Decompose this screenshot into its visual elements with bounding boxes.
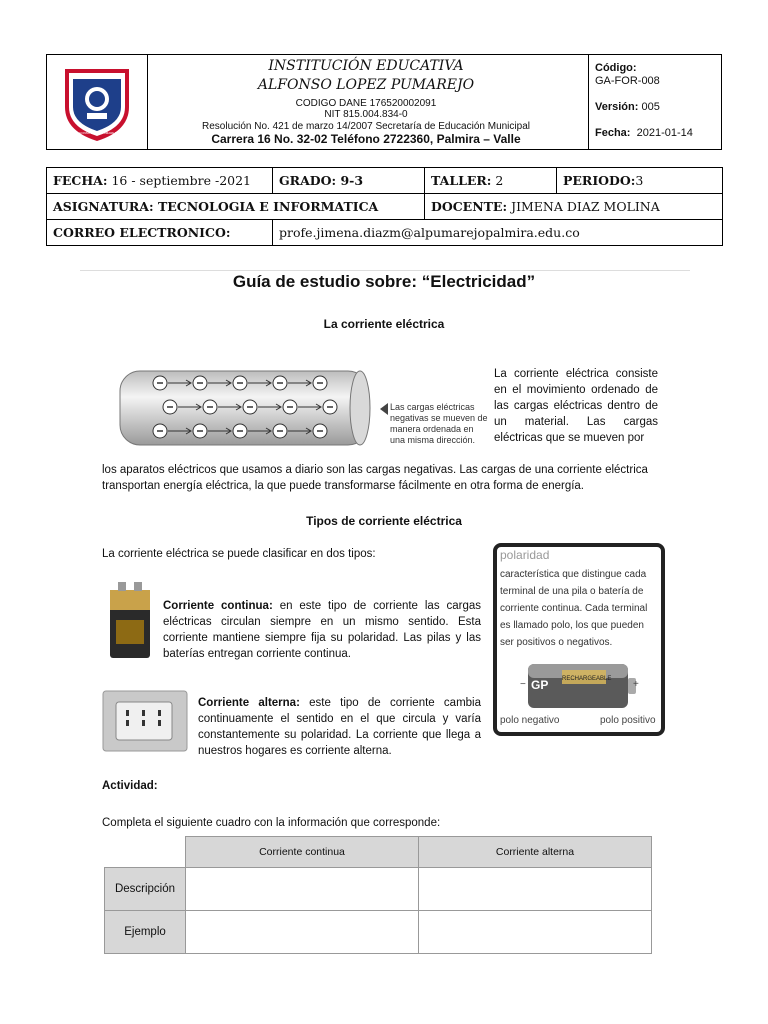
continua-text: en este tipo de corriente las cargas eléctricas circulan siempre en un mismo sentido. Esta corriente mantiene siempre fija su polaridad. Las pilas y las baterías entregan corriente continua. (163, 600, 481, 660)
school-name-line2: ALFONSO LOPEZ PUMAREJO (257, 77, 475, 93)
logo-cell (47, 55, 148, 149)
docente-label: DOCENTE: (431, 199, 508, 214)
plus-sign: + (633, 679, 639, 690)
cell-descripcion-continua[interactable] (186, 868, 419, 911)
alterna-title: Corriente alterna: (198, 697, 300, 709)
col-header-continua: Corriente continua (186, 837, 419, 868)
col-header-alterna: Corriente alterna (419, 837, 652, 868)
logo-text-top: INSTITUCION EDUCATIVA (78, 74, 116, 78)
actividad-instruction: Completa el siguiente cuadro con la información que corresponde: (102, 817, 441, 829)
polaridad-text: característica que distingue cada terminal de una pila o batería de corriente continua. Cada terminal es llamado polo, los que pueden ser positivos o negativos. (500, 569, 648, 648)
battery-label: RECHARGEABLE (562, 676, 612, 682)
alterna-text: este tipo de corriente cambia continuamente el sentido en el que circula y varía constantemente su polaridad. La corriente que llega a nuestros hogares es corriente alterna. (198, 697, 481, 757)
activity-table (104, 836, 652, 954)
cell-ejemplo-alterna[interactable] (419, 911, 652, 954)
asignatura-cell (47, 194, 425, 220)
docente-cell (425, 194, 723, 220)
school-name-line1: INSTITUCIÓN EDUCATIVA (268, 58, 464, 74)
paragraph-definition: La corriente eléctrica consiste en el movimiento ordenado de las cargas eléctricas dentro de un material. Las cargas eléctricas que se mueven por (494, 368, 658, 444)
cell-ejemplo-continua[interactable] (186, 911, 419, 954)
polo-negativo-label: polo negativo (500, 715, 560, 726)
wire-illustration (116, 368, 376, 448)
battery-9v-icon (106, 580, 154, 660)
asignatura-text: ASIGNATURA: TECNOLOGIA E INFORMATICA (53, 199, 379, 214)
nit: NIT 815.004.834-0 (324, 109, 408, 120)
docente-value: JIMENA DIAZ MOLINA (511, 199, 660, 214)
grado-cell (273, 168, 425, 194)
wire-caption: Las cargas eléctricas negativas se mueven de manera ordenada en una misma dirección. (390, 402, 488, 445)
fecha-cell-value: 16 - septiembre -2021 (111, 173, 252, 188)
grado-cell-label: GRADO: 9-3 (279, 173, 364, 188)
taller-cell-value: 2 (495, 173, 504, 188)
resolution: Resolución No. 421 de marzo 14/2007 Secretaría de Educación Municipal (202, 121, 530, 132)
info-table (46, 167, 723, 246)
periodo-cell-label: PERIODO: (563, 173, 636, 188)
cell-descripcion-alterna[interactable] (419, 868, 652, 911)
section-corriente-title: La corriente eléctrica (323, 317, 445, 331)
divider (80, 270, 690, 271)
correo-label-cell (47, 220, 273, 246)
empty-corner (105, 837, 186, 868)
periodo-cell-value: 3 (635, 173, 644, 188)
codigo-value: GA-FOR-008 (595, 75, 660, 87)
actividad-text: Actividad (102, 780, 154, 792)
row-label-ejemplo: Ejemplo (105, 911, 186, 954)
correo-value: profe.jimena.diazm@alpumarejopalmira.edu.co (279, 225, 580, 240)
continua-title: Corriente continua: (163, 600, 273, 612)
battery-brand: GP (531, 678, 549, 692)
codigo-label: Código: (595, 62, 637, 74)
taller-cell-label: TALLER: (431, 173, 492, 188)
actividad-heading: Actividad: (102, 780, 158, 792)
fecha-cell (47, 168, 273, 194)
version-value: 005 (641, 101, 660, 113)
outlet-icon (102, 690, 188, 752)
continua-block (163, 598, 481, 662)
fecha-value: 2021-01-14 (636, 127, 693, 139)
fecha-cell-label: FECHA: (53, 173, 108, 188)
row-label-descripcion: Descripción (105, 868, 186, 911)
guide-title: Guía de estudio sobre: “Electricidad” (232, 272, 536, 291)
correo-label: CORREO ELECTRONICO: (53, 225, 231, 240)
polaridad-title: polaridad (500, 548, 550, 562)
alterna-block (198, 695, 481, 759)
paragraph-types-intro: La corriente eléctrica se puede clasificar en dos tipos: (102, 548, 376, 560)
logo-text-bottom: ALFONSO LOPEZ PUMAREJO (75, 131, 119, 135)
version-label: Versión: (595, 101, 639, 113)
minus-sign: − (520, 679, 526, 690)
fecha-label: Fecha: (595, 127, 631, 139)
correo-value-cell (273, 220, 723, 246)
dane-code: CODIGO DANE 176520002091 (295, 98, 437, 109)
section-tipos-title: Tipos de corriente eléctrica (306, 514, 462, 528)
taller-cell (425, 168, 557, 194)
address: Carrera 16 No. 32-02 Teléfono 2722360, Palmira – Valle (211, 132, 521, 146)
periodo-cell (557, 168, 723, 194)
paragraph-definition-cont: los aparatos eléctricos que usamos a diario son las cargas negativas. Las cargas de una corriente eléctrica transportan energía eléctrica, la que puede transformarse fácilmente en otra forma de energía. (102, 464, 648, 492)
pointer-arrow-icon (380, 403, 388, 415)
polo-positivo-label: polo positivo (600, 715, 656, 726)
